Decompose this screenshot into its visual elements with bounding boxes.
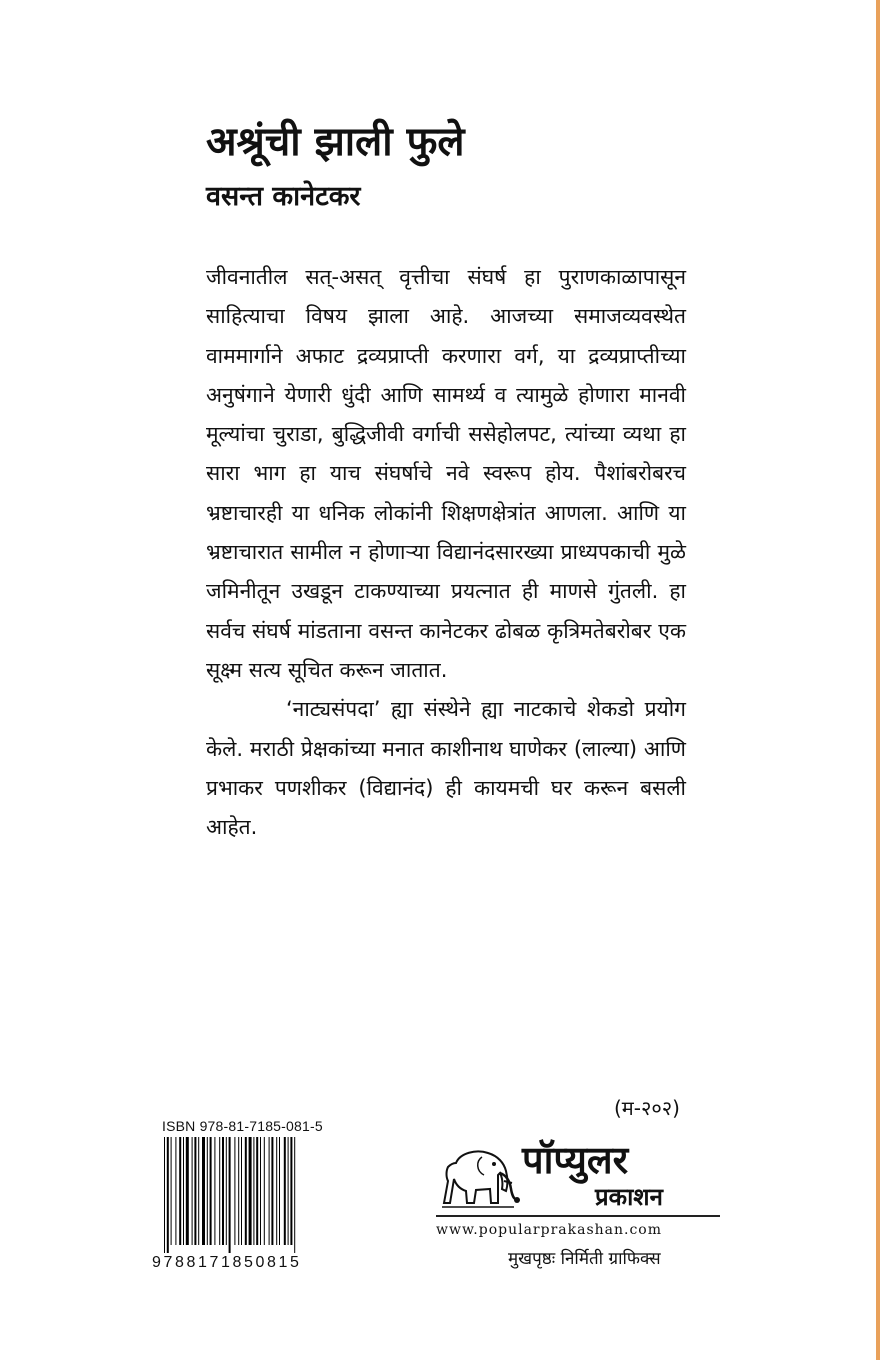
cover-edge-strip — [876, 0, 880, 1360]
publisher-subname: प्रकाशन — [595, 1183, 663, 1211]
barcode-digits: 9788171850815 — [152, 1254, 302, 1271]
barcode-bar — [222, 1137, 224, 1245]
barcode-bar — [256, 1137, 258, 1245]
barcode-bar — [288, 1137, 289, 1245]
barcode-bar — [294, 1137, 295, 1253]
barcode-bar — [198, 1137, 199, 1245]
barcode-bar — [290, 1137, 292, 1245]
barcode-bar — [183, 1137, 184, 1245]
barcode-bar — [219, 1137, 220, 1245]
barcode-bar — [264, 1137, 265, 1245]
elephant-logo-icon — [436, 1145, 522, 1211]
catalog-code: (म-२०२) — [614, 1096, 680, 1120]
book-title: अश्रूंची झाली फुले — [206, 119, 465, 165]
barcode-bar — [179, 1137, 181, 1245]
publisher-name: पॉप्युलर — [522, 1138, 629, 1182]
barcode-bar — [245, 1137, 247, 1245]
barcode-bar — [260, 1137, 261, 1245]
barcode-bar — [269, 1137, 270, 1245]
barcode-bar — [271, 1137, 273, 1245]
barcode-bar — [194, 1137, 196, 1245]
barcode-bar — [171, 1137, 172, 1245]
barcode-bar — [214, 1137, 215, 1245]
blurb-paragraph-2: ‘नाट्यसंपदा’ ह्या संस्थेने ह्या नाटकाचे शेकडो प्रयोग केले. मराठी प्रेक्षकांच्या मनात काशीनाथ घाणेकर (लाल्या) आणि प्रभाकर पणशीकर (विद्यानंद) ही कायमची घर करून बसली आहेत. — [206, 697, 686, 840]
barcode-bar — [249, 1137, 252, 1245]
barcode-bar — [276, 1137, 277, 1245]
barcode-bar — [175, 1137, 176, 1245]
barcode-bar — [192, 1137, 193, 1245]
barcode-bar — [284, 1137, 286, 1245]
barcode-bar — [164, 1137, 165, 1253]
barcode-bar — [226, 1137, 227, 1245]
barcode-bar — [186, 1137, 189, 1245]
isbn-label: ISBN 978-81-7185-081-5 — [162, 1118, 323, 1134]
barcode-bar — [238, 1137, 239, 1245]
book-author: वसन्त कानेटकर — [206, 181, 361, 212]
barcode-bar — [253, 1137, 254, 1245]
barcode-bar — [229, 1137, 231, 1253]
cover-credit: मुखपृष्ठः निर्मिती ग्राफिक्स — [508, 1249, 661, 1269]
barcode-bar — [279, 1137, 280, 1245]
barcode-bar — [234, 1137, 235, 1245]
barcode-bar — [241, 1137, 242, 1245]
isbn-barcode — [162, 1137, 334, 1253]
barcode-bar — [167, 1137, 169, 1253]
barcode-bar — [202, 1137, 205, 1245]
barcode-bar — [210, 1137, 212, 1245]
barcode-bar — [207, 1137, 208, 1245]
blurb-paragraph-1: जीवनातील सत्-असत् वृत्तीचा संघर्ष हा पुराणकाळापासून साहित्याचा विषय झाला आहे. आजच्या समाजव्यवस्थेत वाममार्गाने अफाट द्रव्यप्राप्ती करणारा वर्ग, या द्रव्यप्राप्तीच्या अनुषंगाने येणारी धुंदी आणि सामर्थ्य व त्यामुळे होणारा मानवी मूल्यांचा चुराडा, बुद्धिजीवी वर्गाची ससेहोलपट, त्यांच्या व्यथा हा सारा भाग हा याच संघर्षाचे नवे स्वरूप होय. पैशांबरोबरच भ्रष्टाचारही या धनिक लोकांनी शिक्षणक्षेत्रांत आणला. आणि या भ्रष्टाचारात सामील न होणाऱ्या विद्यानंदसारख्या प्राध्यपकाची मुळे जमिनीतून उखडून टाकण्याच्या प्रयत्नात ही माणसे गुंतली. हा सर्वच संघर्ष मांडताना वसन्त कानेटकर ढोबळ कृत्रिमतेबरोबर एक सूक्ष्म सत्य सूचित करून जातात. — [206, 265, 686, 682]
blurb — [206, 258, 686, 847]
publisher-divider — [436, 1215, 720, 1217]
publisher-website: www.popularprakashan.com — [436, 1222, 663, 1238]
